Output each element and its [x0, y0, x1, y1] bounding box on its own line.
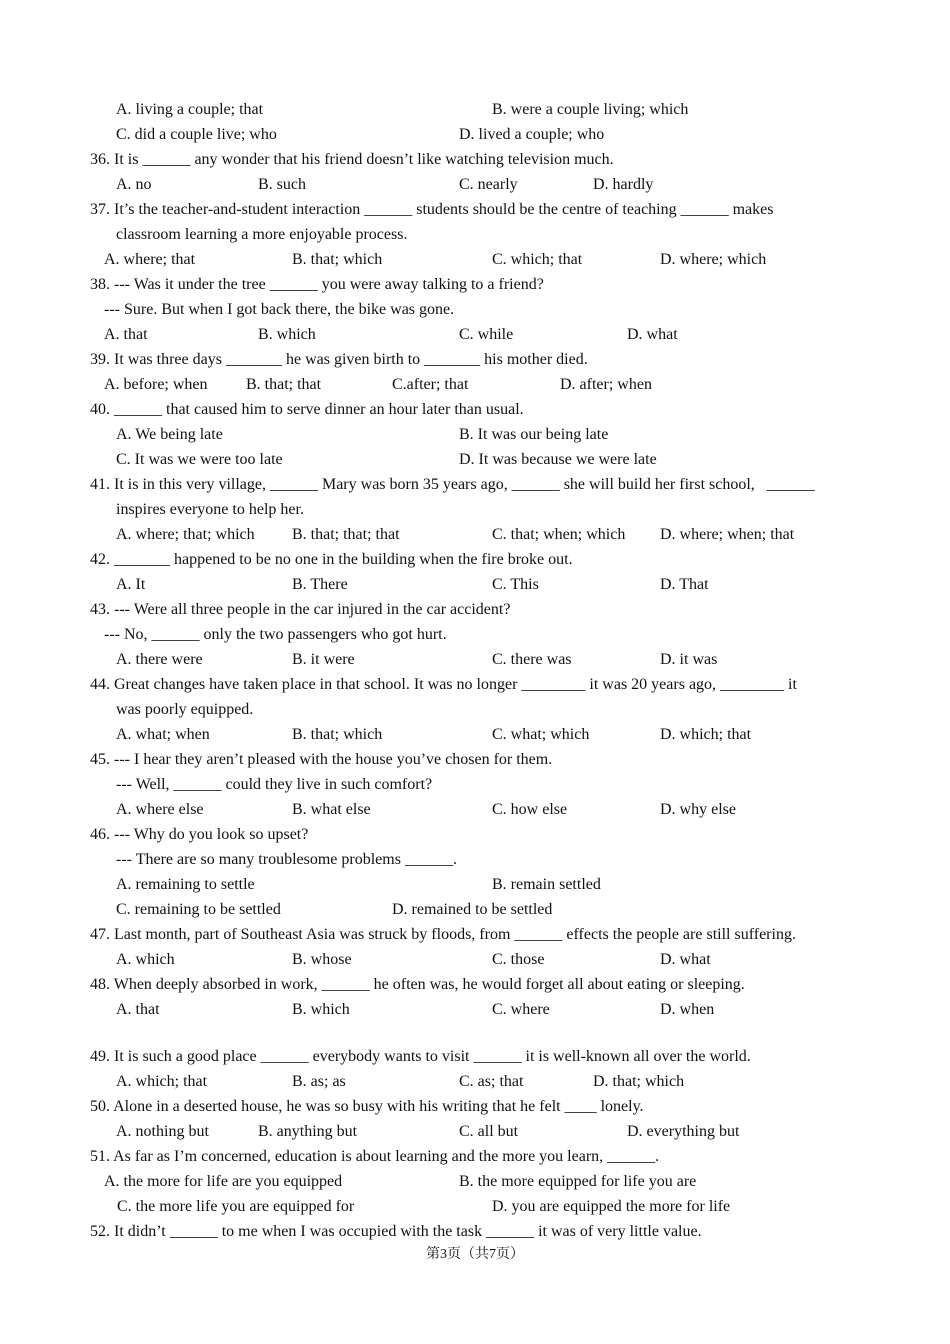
q44-option-a: A. what; when [116, 726, 210, 743]
q43-option-a: A. there were [116, 651, 203, 668]
q49-option-b: B. as; as [292, 1073, 346, 1090]
q50-option-d: D. everything but [627, 1123, 740, 1140]
q41-option-c: C. that; when; which [492, 526, 626, 543]
q50-option-a: A. nothing but [116, 1123, 209, 1140]
q41-stem-line2: inspires everyone to help her. [116, 501, 304, 518]
q52-stem: 52. It didn’t ______ to me when I was occupied with the task ______ it was of very little value. [90, 1223, 702, 1240]
q39-option-b: B. that; that [246, 376, 322, 393]
q40-option-b: B. It was our being late [459, 426, 609, 443]
q46-option-c: C. remaining to be settled [116, 901, 281, 918]
q47-stem: 47. Last month, part of Southeast Asia was struck by floods, from ______ effects the people are still suffering. [90, 926, 796, 943]
q46-stem-line1: 46. --- Why do you look so upset? [90, 826, 309, 843]
q35-option-a: A. living a couple; that [116, 101, 264, 118]
q49-stem: 49. It is such a good place ______ everybody wants to visit ______ it is well-known all over the world. [90, 1048, 751, 1065]
q42-option-a: A. It [116, 576, 146, 593]
q41-option-d: D. where; when; that [660, 526, 795, 543]
q51-option-a: A. the more for life are you equipped [104, 1173, 343, 1190]
q44-option-c: C. what; which [492, 726, 590, 743]
q45-option-b: B. what else [292, 801, 371, 818]
q51-option-b: B. the more equipped for life you are [459, 1173, 697, 1190]
q42-option-d: D. That [660, 576, 709, 593]
q35-option-c: C. did a couple live; who [116, 126, 277, 143]
q50-option-b: B. anything but [258, 1123, 358, 1140]
q45-option-c: C. how else [492, 801, 568, 818]
q45-stem-line1: 45. --- I hear they aren’t pleased with the house you’ve chosen for them. [90, 751, 553, 768]
q50-option-c: C. all but [459, 1123, 519, 1140]
q41-option-b: B. that; that; that [292, 526, 400, 543]
q47-option-d: D. what [660, 951, 711, 968]
q43-option-d: D. it was [660, 651, 718, 668]
q44-stem-line2: was poorly equipped. [116, 701, 254, 718]
q42-option-c: C. This [492, 576, 539, 593]
q43-stem-line1: 43. --- Were all three people in the car injured in the car accident? [90, 601, 511, 618]
q46-option-a: A. remaining to settle [116, 876, 255, 893]
q51-stem: 51. As far as I’m concerned, education is about learning and the more you learn, ______. [90, 1148, 660, 1165]
q38-option-c: C. while [459, 326, 514, 343]
q45-stem-line2: --- Well, ______ could they live in such comfort? [116, 776, 433, 793]
q40-option-c: C. It was we were too late [116, 451, 283, 468]
q37-option-a: A. where; that [104, 251, 196, 268]
q45-option-d: D. why else [660, 801, 736, 818]
q41-stem-line1: 41. It is in this very village, ______ Mary was born 35 years ago, ______ she will build her first school, ______ [90, 476, 815, 493]
q39-stem: 39. It was three days _______ he was given birth to _______ his mother died. [90, 351, 588, 368]
q48-option-b: B. which [292, 1001, 350, 1018]
q46-option-b: B. remain settled [492, 876, 601, 893]
q39-option-c: C.after; that [392, 376, 469, 393]
q37-option-b: B. that; which [292, 251, 383, 268]
q48-option-d: D. when [660, 1001, 715, 1018]
q48-stem: 48. When deeply absorbed in work, ______ he often was, he would forget all about eating or sleeping. [90, 976, 745, 993]
q49-option-a: A. which; that [116, 1073, 208, 1090]
q38-stem-line2: --- Sure. But when I got back there, the bike was gone. [104, 301, 455, 318]
q43-option-c: C. there was [492, 651, 572, 668]
q35-option-d: D. lived a couple; who [459, 126, 605, 143]
q40-option-a: A. We being late [116, 426, 223, 443]
q39-option-d: D. after; when [560, 376, 652, 393]
q44-option-d: D. which; that [660, 726, 752, 743]
q49-option-d: D. that; which [593, 1073, 685, 1090]
page-footer: 第3页（共7页） [426, 1247, 524, 1262]
q46-stem-line2: --- There are so many troublesome problems ______. [116, 851, 457, 868]
q42-option-b: B. There [292, 576, 348, 593]
q38-option-a: A. that [104, 326, 148, 343]
q37-option-c: C. which; that [492, 251, 583, 268]
q36-stem: 36. It is ______ any wonder that his friend doesn’t like watching television much. [90, 151, 614, 168]
q38-option-d: D. what [627, 326, 678, 343]
q45-option-a: A. where else [116, 801, 204, 818]
q51-option-d: D. you are equipped the more for life [492, 1198, 731, 1215]
q47-option-a: A. which [116, 951, 175, 968]
q51-option-c: C. the more life you are equipped for [117, 1198, 355, 1215]
q36-option-b: B. such [258, 176, 306, 193]
q48-option-a: A. that [116, 1001, 160, 1018]
q38-stem-line1: 38. --- Was it under the tree ______ you were away talking to a friend? [90, 276, 544, 293]
q39-option-a: A. before; when [104, 376, 208, 393]
q50-stem: 50. Alone in a deserted house, he was so busy with his writing that he felt ____ lonely. [90, 1098, 644, 1115]
q47-option-c: C. those [492, 951, 545, 968]
q46-option-d: D. remained to be settled [392, 901, 553, 918]
q47-option-b: B. whose [292, 951, 352, 968]
q43-stem-line2: --- No, ______ only the two passengers who got hurt. [104, 626, 447, 643]
q44-stem-line1: 44. Great changes have taken place in that school. It was no longer ________ it was 20 years ago, ________ it [90, 676, 797, 693]
q36-option-c: C. nearly [459, 176, 518, 193]
q36-option-a: A. no [116, 176, 152, 193]
q37-option-d: D. where; which [660, 251, 767, 268]
q36-option-d: D. hardly [593, 176, 654, 193]
q37-stem-line2: classroom learning a more enjoyable process. [116, 226, 408, 243]
q48-option-c: C. where [492, 1001, 550, 1018]
q37-stem-line1: 37. It’s the teacher-and-student interaction ______ students should be the centre of teaching ______ makes [90, 201, 774, 218]
q41-option-a: A. where; that; which [116, 526, 255, 543]
q43-option-b: B. it were [292, 651, 355, 668]
q40-stem: 40. ______ that caused him to serve dinner an hour later than usual. [90, 401, 524, 418]
q38-option-b: B. which [258, 326, 316, 343]
q42-stem: 42. _______ happened to be no one in the building when the fire broke out. [90, 551, 573, 568]
q40-option-d: D. It was because we were late [459, 451, 657, 468]
q44-option-b: B. that; which [292, 726, 383, 743]
q49-option-c: C. as; that [459, 1073, 524, 1090]
q35-option-b: B. were a couple living; which [492, 101, 689, 118]
